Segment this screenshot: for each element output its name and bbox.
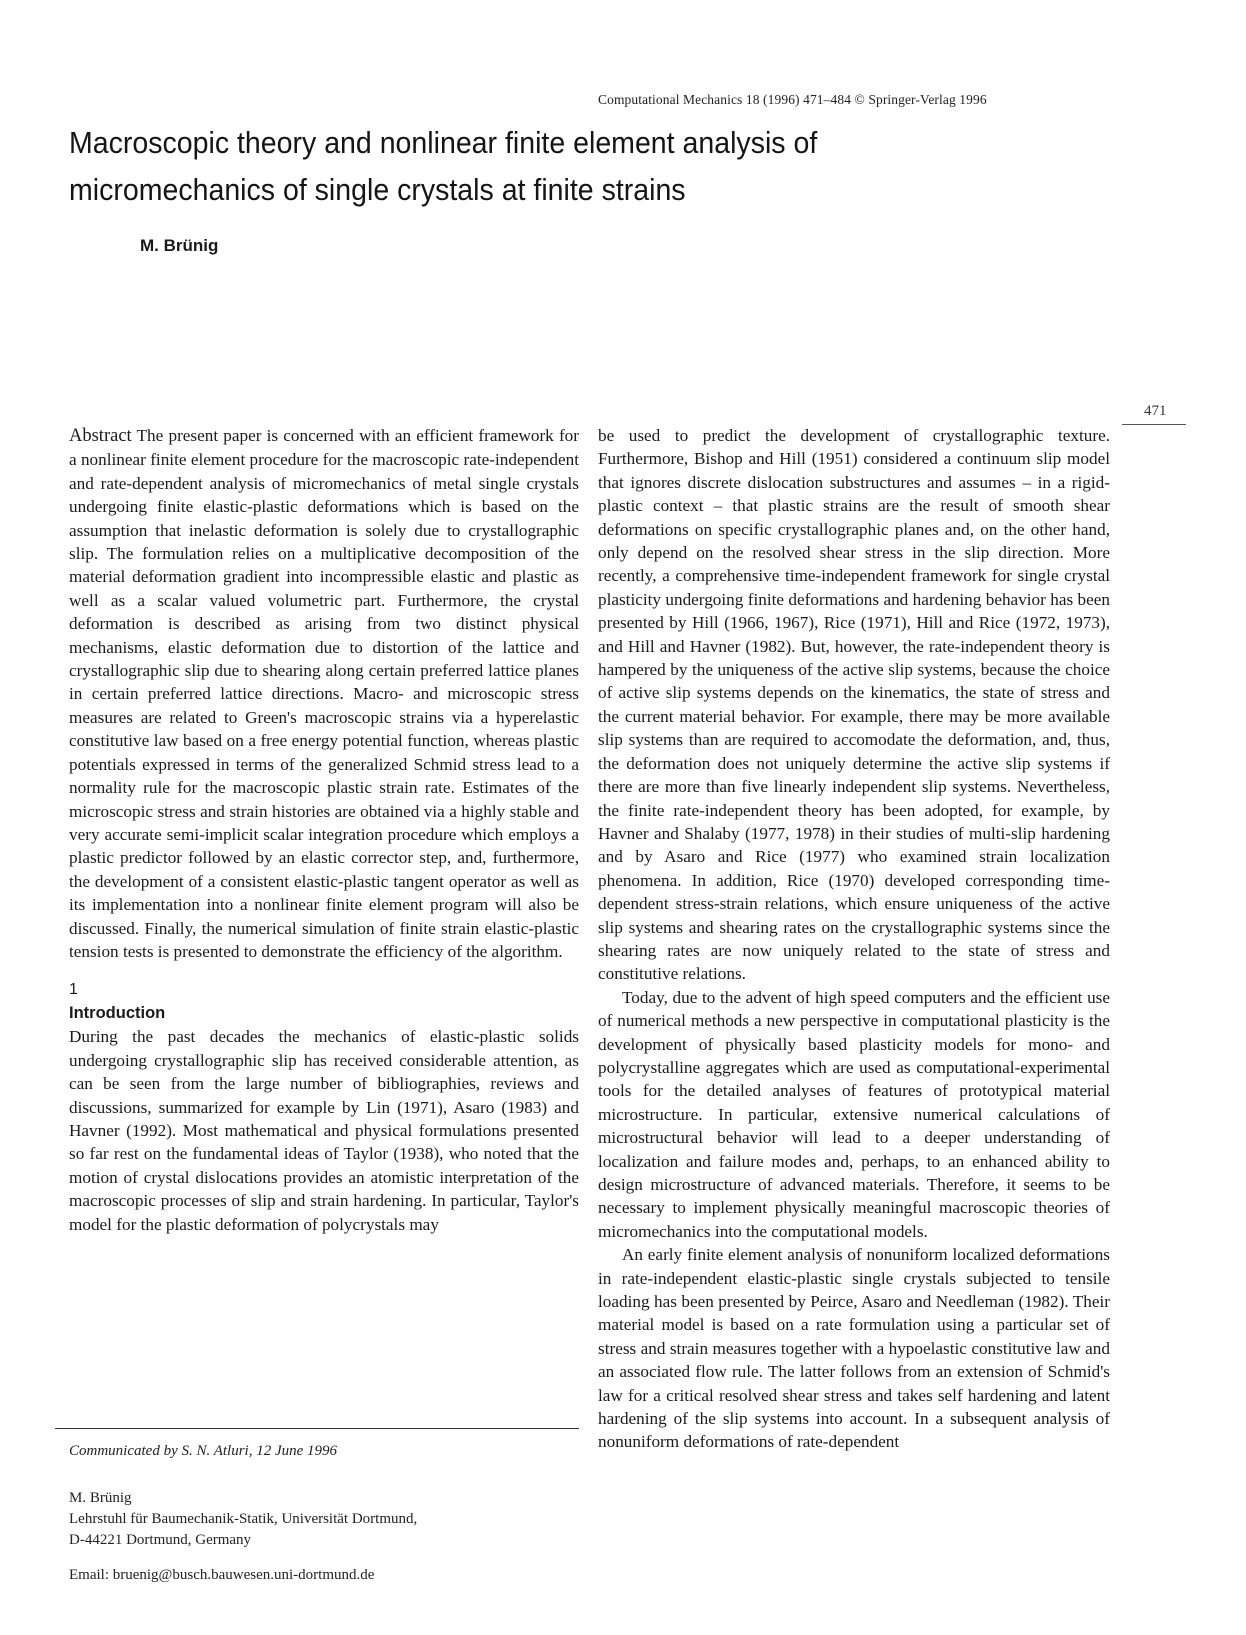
body-paragraph: An early finite element analysis of nonuniform localized deformations in rate-independent elastic-plastic single crystals subjected to tensile loading has been presented by Peirce, Asaro and Needleman (1982). Their material model is based on a rate formulation using a particular set of stress and strain measures together with a hypoelastic constitutive law and an associated flow rule. The latter follows from an extension of Schmid's law for a critical resolved shear stress and takes self hardening and latent hardening of the slip systems into account. In a subsequent analysis of nonuniform deformations of rate-dependent [598, 1245, 1110, 1452]
paper-title [69, 120, 989, 213]
section-title: Introduction [69, 1004, 166, 1023]
journal-citation: Computational Mechanics 18 (1996) 471–484 © Springer-Verlag 1996 [598, 92, 987, 107]
left-column [69, 424, 579, 1236]
abstract-label: Abstract [69, 426, 132, 446]
section-number: 1 [69, 981, 78, 999]
author-name: M. Brünig [140, 236, 219, 255]
title-line: Macroscopic theory and nonlinear finite element analysis of [69, 125, 818, 160]
footnote-divider [55, 1428, 579, 1429]
communicated-note: Communicated by S. N. Atluri, 12 June 1996 [69, 1443, 338, 1459]
author-address [69, 1488, 417, 1551]
author-email: Email: bruenig@busch.bauwesen.uni-dortmund.de [69, 1567, 375, 1583]
abstract-text: The present paper is concerned with an efficient framework for a nonlinear finite element procedure for the macroscopic rate-independent and rate-dependent analysis of micromechanics of metal single crystals undergoing finite elastic-plastic deformations which is based on the assumption that inelastic deformation is solely due to crystallographic slip. The formulation relies on a multiplicative decomposition of the material deformation gradient into incompressible elastic and plastic as well as a scalar valued volumetric part. Furthermore, the crystal deformation is described as arising from two distinct physical mechanisms, elastic deformation due to distortion of the lattice and crystallographic slip due to shearing along certain preferred lattice planes in certain preferred lattice directions. Macro- and microscopic stress measures are related to Green's macroscopic strains via a hyperelastic constitutive law based on a free energy potential function, whereas plastic potentials expressed in terms of the generalized Schmid stress lead to a normality rule for the macroscopic plastic strain rate. Estimates of the microscopic stress and strain histories are obtained via a highly stable and very accurate semi-implicit scalar integration procedure which employs a plastic predictor followed by an elastic corrector step, and, furthermore, the development of a consistent elastic-plastic tangent operator as well as its implementation into a nonlinear finite element program will also be discussed. Finally, the numerical simulation of finite strain elastic-plastic tension tests is presented to demonstrate the efficiency of the algorithm. [69, 426, 579, 961]
address-line: M. Brünig [69, 1490, 132, 1506]
title-line: micromechanics of single crystals at finite strains [69, 171, 686, 207]
page-number-rule [1122, 424, 1186, 425]
page-number: 471 [1144, 403, 1167, 419]
right-column [598, 424, 1110, 1454]
abstract-paragraph [69, 424, 579, 963]
address-line: Lehrstuhl für Baumechanik-Statik, Universität Dortmund, [69, 1511, 418, 1527]
body-paragraph: Today, due to the advent of high speed computers and the efficient use of numerical methods a new perspective in computational plasticity is the development of physically based plasticity models for mono- and polycrystalline aggregates which are used as computational-experimental tools for the detailed analyses of features of prototypical material microstructure. In particular, extensive numerical calculations of microstructural behavior will lead to a deeper understanding of localization and failure modes and, perhaps, to an enhanced ability to design microstructure of advanced materials. Therefore, it seems to be necessary to implement physically meaningful macroscopic theories of micromechanics into the computational models. [598, 987, 1110, 1241]
address-line: D-44221 Dortmund, Germany [69, 1532, 252, 1548]
body-paragraph: be used to predict the development of crystallographic texture. Furthermore, Bishop and Hill (1951) considered a continuum slip model that ignores discrete dislocation substructures and assumes – in a rigid-plastic context – that plastic strains are the result of smooth shear deformations on specific crystallographic planes and, on the other hand, only depend on the resolved shear stress in the slip direction. More recently, a comprehensive time-independent framework for single crystal plasticity undergoing finite deformations and hardening behavior has been presented by Hill (1966, 1967), Rice (1971), Hill and Rice (1972, 1973), and Hill and Havner (1982). But, however, the rate-independent theory is hampered by the uniqueness of the active slip systems, because the choice of active slip systems depends on the kinematics, the state of stress and the current material behavior. For example, there may be more available slip systems than are required to accomodate the deformation, and, thus, the deformation does not uniquely determine the active slip systems if there are more than five linearly independent slip systems. Nevertheless, the finite rate-independent theory has been adopted, for example, by Havner and Shalaby (1977, 1978) in their studies of multi-slip hardening and by Asaro and Rice (1977) who examined strain localization phenomena. In addition, Rice (1970) developed corresponding time-dependent stress-strain relations, which ensure uniqueness of the active slip systems and shearing rates on the crystallographic systems since the shearing rates are now uniquely related to the state of stress and constitutive relations. [598, 426, 1110, 984]
intro-paragraph: During the past decades the mechanics of elastic-plastic solids undergoing crystallographic slip has received considerable attention, as can be seen from the large number of bibliographies, reviews and discussions, summarized for example by Lin (1971), Asaro (1983) and Havner (1992). Most mathematical and physical formulations presented so far rest on the fundamental ideas of Taylor (1938), who noted that the motion of crystal dislocations provides an atomistic interpretation of the macroscopic processes of slip and strain hardening. In particular, Taylor's model for the plastic deformation of polycrystals may [69, 1027, 579, 1234]
